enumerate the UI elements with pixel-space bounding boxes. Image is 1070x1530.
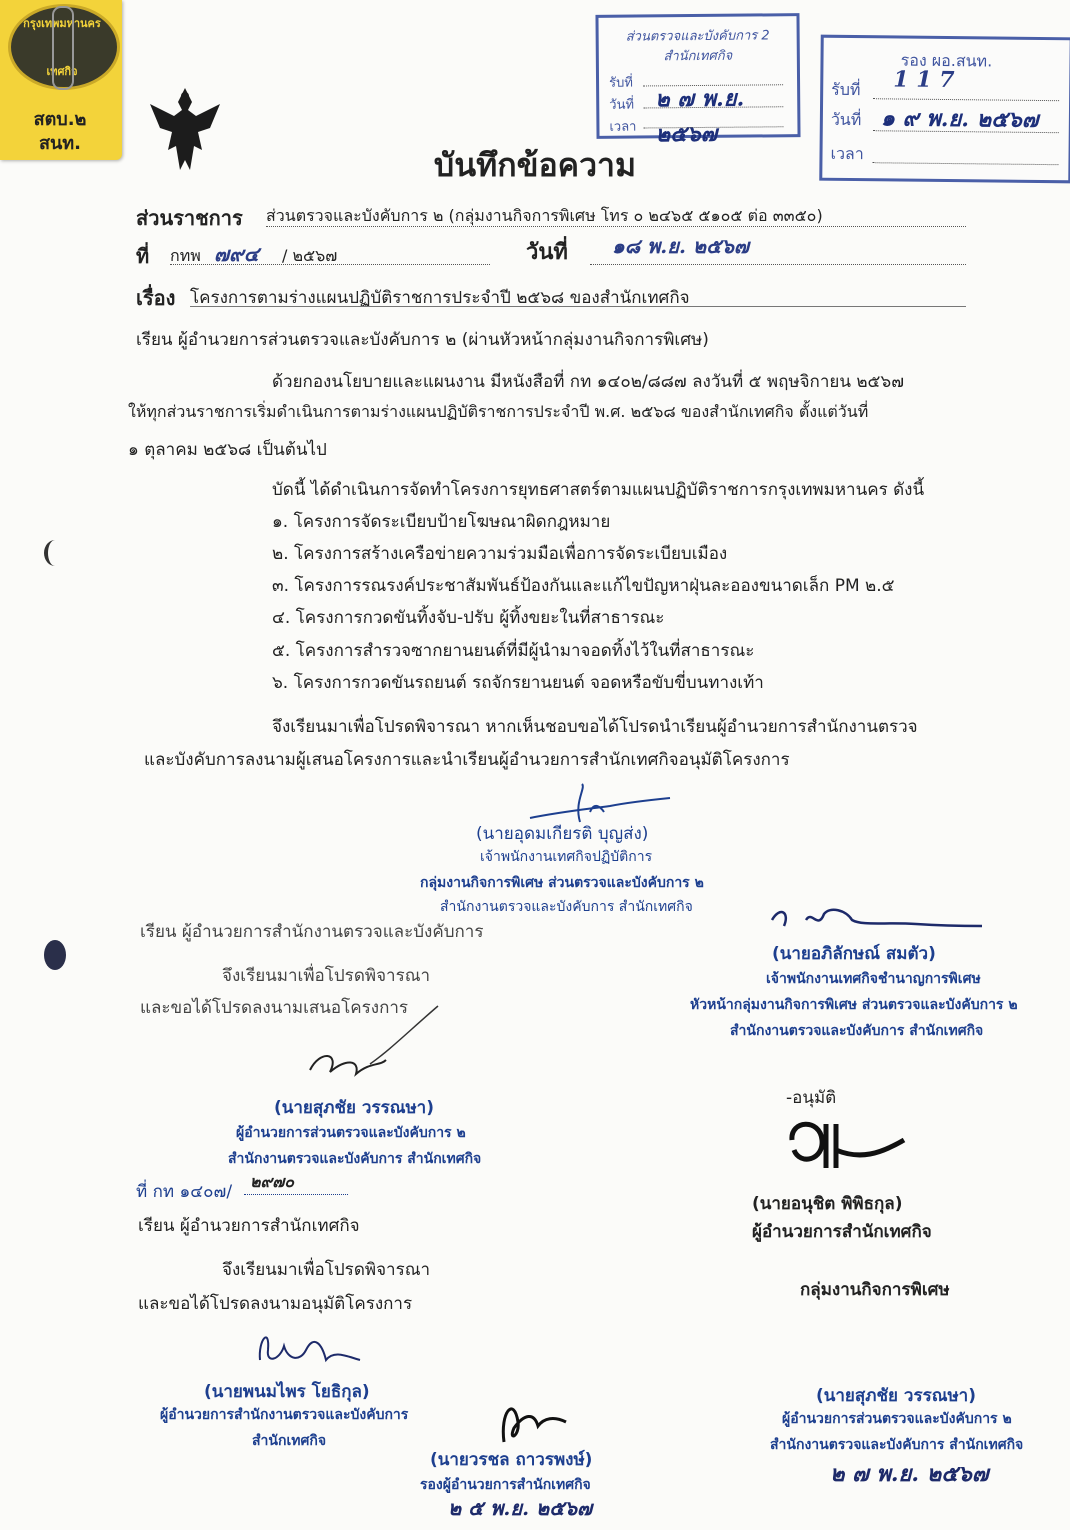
- para1-line1: ด้วยกองนโยบายและแผนงาน มีหนังสือที่ กท ๑๔๐๒/๘๘๗ ลงวันที่ ๕ พฤษจิกายน ๒๕๖๗: [272, 372, 904, 392]
- garuda-emblem-icon: [140, 80, 230, 180]
- sig6-date: ๒ ๗ พ.ย. ๒๕๖๗: [830, 1461, 989, 1487]
- closing-line2: และบังคับการลงนามผู้เสนอโครงการและนำเรียนผู้อำนวยการสำนักเทศกิจอนุมัติโครงการ: [144, 750, 790, 770]
- receipt-stamp-deputy: [819, 35, 1070, 184]
- stamp1-recv-label: รับที่: [608, 75, 633, 91]
- ref-label: ที่: [136, 244, 150, 268]
- badge-mid-text: เทศกิจ: [46, 65, 78, 78]
- memo-to: เรียน ผู้อำนวยการส่วนตรวจและบังคับการ ๒ (ผ่านหัวหน้ากลุ่มงานกิจการพิเศษ): [136, 330, 709, 350]
- sig2-line2: หัวหน้ากลุ่มงานกิจการพิเศษ ส่วนตรวจและบังคับการ ๒: [690, 997, 1018, 1013]
- signature-5-icon: [494, 1392, 574, 1452]
- approve-label: -อนุมัติ: [786, 1088, 837, 1108]
- group-name: กลุ่มงานกิจการพิเศษ: [800, 1280, 950, 1300]
- sig2-name: (นายอภิลักษณ์ สมตัว): [772, 944, 936, 964]
- sig4-line1: ผู้อำนวยการสำนักงานตรวจและบังคับการ: [160, 1407, 409, 1423]
- receipt-stamp-division: [595, 13, 800, 148]
- ref-prefix: กทพ: [170, 246, 201, 265]
- para1-line2: ให้ทุกส่วนราชการเริ่มดำเนินการตามร่างแผนปฏิบัติราชการประจำปี พ.ศ. ๒๕๖๘ ของสำนักเทศกิจ ตั้งแต่วันที่: [128, 402, 869, 421]
- approve-name: (นายอนุชิต พิพิธกุล): [752, 1194, 903, 1214]
- badge-line2: สนท.: [39, 133, 81, 154]
- memo2-ref: ที่ กท ๑๔๐๗/: [136, 1182, 233, 1202]
- sig2-line3: สำนักงานตรวจและบังคับการ สำนักเทศกิจ: [730, 1023, 984, 1039]
- ref-year: / ๒๕๖๗: [282, 246, 338, 265]
- sig3-line1: ผู้อำนวยการส่วนตรวจและบังคับการ ๒: [236, 1125, 466, 1141]
- ref-number: ๗๙๔: [214, 242, 259, 266]
- stamp1-date-label: วันที่: [609, 97, 635, 113]
- memo1-to: เรียน ผู้อำนวยการสำนักงานตรวจและบังคับการ: [140, 922, 484, 942]
- punch-hole-icon: [44, 940, 66, 970]
- memo2-line2: และขอได้โปรดลงนามอนุมัติโครงการ: [138, 1294, 413, 1314]
- memo2-ref-line: [244, 1194, 348, 1195]
- badge-clip-icon: [52, 6, 74, 90]
- stamp1-date-value: ๒ ๗ พ.ย. ๒๕๖๗: [655, 85, 745, 148]
- memo1-line1: จึงเรียนมาเพื่อโปรดพิจารณา: [222, 966, 431, 986]
- sig5-line1: รองผู้อำนวยการสำนักเทศกิจ: [420, 1477, 591, 1493]
- closing-line1: จึงเรียนมาเพื่อโปรดพิจารณา หากเห็นชอบขอได้โปรดนำเรียนผู้อำนวยการสำนักงานตรวจ: [272, 717, 918, 737]
- badge-line1: สตบ.๒: [33, 109, 87, 130]
- signature-2-icon: [766, 900, 986, 940]
- sig1-name: (นายอุดมเกียรติ บุญส่ง): [476, 824, 649, 844]
- signature-3-icon: [290, 1000, 450, 1090]
- stamp1-line1: ส่วนตรวจและบังคับการ 2: [625, 28, 770, 45]
- list-item: ๖. โครงการกวดขันรถยนต์ รถจักรยานยนต์ จอดหรือขับขี่บนทางเท้า: [272, 673, 764, 693]
- agency-value: ส่วนตรวจและบังคับการ ๒ (กลุ่มงานกิจการพิเศษ โทร ๐ ๒๔๖๕ ๕๑๐๕ ต่อ ๓๓๕๐): [266, 206, 823, 225]
- stamp2-recv-label: รับที่: [831, 79, 861, 100]
- agency-line: [266, 226, 966, 227]
- list-item: ๒. โครงการสร้างเครือข่ายความร่วมมือเพื่อการจัดระเบียบเมือง: [272, 544, 728, 564]
- sig5-name: (นายวรชล ถาวรพงษ์): [430, 1450, 593, 1470]
- document-title: บันทึกข้อความ: [433, 146, 637, 184]
- sig1-line1: เจ้าพนักงานเทศกิจปฏิบัติการ: [480, 849, 653, 865]
- sig1-line3: สำนักงานตรวจและบังคับการ สำนักเทศกิจ: [440, 899, 693, 915]
- sig4-name: (นายพนมไพร โยธิกุล): [204, 1382, 370, 1402]
- list-item: ๔. โครงการกวดขันทิ้งจับ-ปรับ ผู้ทิ้งขยะในที่สาธารณะ: [272, 608, 665, 628]
- stamp2-time-label: เวลา: [830, 143, 864, 164]
- signature-4-icon: [250, 1320, 380, 1370]
- sig5-date: ๒ ๕ พ.ย. ๒๕๖๗: [448, 1496, 593, 1520]
- memo2-to: เรียน ผู้อำนวยการสำนักเทศกิจ: [138, 1216, 360, 1236]
- stamp2-date-value: ๑ ๙ พ.ย. ๒๕๖๗: [880, 105, 1039, 133]
- list-item: ๕. โครงการสำรวจซากยานยนต์ที่มีผู้นำมาจอดทิ้งไว้ในที่สาธารณะ: [272, 641, 755, 661]
- sig4-line2: สำนักเทศกิจ: [252, 1433, 327, 1449]
- punch-hole-icon: [44, 540, 66, 566]
- subject-label: เรื่อง: [136, 286, 176, 310]
- signature-approve-icon: [780, 1110, 910, 1180]
- department-badge: [0, 0, 122, 160]
- agency-label: ส่วนราชการ: [136, 206, 243, 230]
- approve-title: ผู้อำนวยการสำนักเทศกิจ: [752, 1222, 932, 1242]
- badge-top-text: กรุงเทพมหานคร: [23, 17, 101, 30]
- subject-value: โครงการตามร่างแผนปฏิบัติราชการประจำปี ๒๕๖๘ ของสำนักเทศกิจ: [190, 288, 690, 308]
- date-line: [590, 264, 966, 265]
- stamp2-time-line: [872, 162, 1058, 165]
- date-value: ๑๘ พ.ย. ๒๕๖๗: [612, 234, 749, 258]
- sig6-line1: ผู้อำนวยการส่วนตรวจและบังคับการ ๒: [782, 1411, 1012, 1427]
- stamp2-date-label: วันที่: [830, 109, 862, 130]
- date-label: วันที่: [526, 240, 568, 265]
- para2: บัดนี้ ได้ดำเนินการจัดทำโครงการยุทธศาสตร์ตามแผนปฏิบัติราชการกรุงเทพมหานคร ดังนี้: [272, 480, 925, 500]
- sig1-line2: กลุ่มงานกิจการพิเศษ ส่วนตรวจและบังคับการ ๒: [420, 875, 704, 891]
- memo2-line1: จึงเรียนมาเพื่อโปรดพิจารณา: [222, 1260, 431, 1280]
- stamp2-title: รอง ผอ.สนท.: [900, 50, 993, 71]
- ref-line: [170, 264, 490, 265]
- stamp2-recv-value: 1 1 7: [893, 66, 955, 94]
- memo1-line2: และขอได้โปรดลงนามเสนอโครงการ: [140, 998, 409, 1018]
- memo2-ref-hand: ๒๙๗๐: [250, 1172, 295, 1191]
- stamp1-line2: สำนักเทศกิจ: [663, 48, 733, 65]
- subject-line: [190, 306, 966, 307]
- list-item: ๑. โครงการจัดระเบียบป้ายโฆษณาผิดกฎหมาย: [272, 512, 611, 532]
- list-item: ๓. โครงการรณรงค์ประชาสัมพันธ์ป้องกันและแก้ไขปัญหาฝุ่นละอองขนาดเล็ก PM ๒.๕: [272, 576, 895, 596]
- sig3-line2: สำนักงานตรวจและบังคับการ สำนักเทศกิจ: [228, 1151, 482, 1167]
- sig3-name: (นายสุภชัย วรรณษา): [274, 1098, 434, 1118]
- para1-line3: ๑ ตุลาคม ๒๕๖๘ เป็นต้นไป: [128, 440, 327, 460]
- sig2-line1: เจ้าพนักงานเทศกิจชำนาญการพิเศษ: [766, 971, 981, 987]
- stamp1-time-label: เวลา: [609, 119, 637, 135]
- sig6-line2: สำนักงานตรวจและบังคับการ สำนักเทศกิจ: [770, 1437, 1024, 1453]
- sig6-name: (นายสุภชัย วรรณษา): [816, 1386, 976, 1406]
